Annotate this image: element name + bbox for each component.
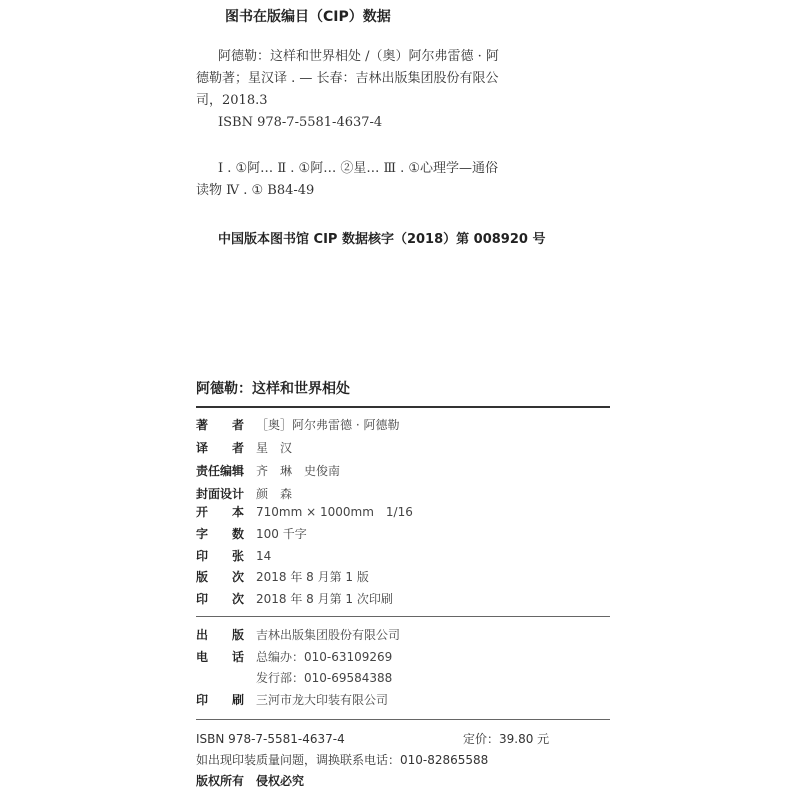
printer-label: 印 刷 (196, 693, 245, 707)
cip-record (196, 46, 499, 202)
cip-line: 德勒著；星汉译 . — 长春：吉林出版集团股份有限公 (196, 71, 499, 86)
book-title: 阿德勒：这样和世界相处 (196, 381, 350, 397)
detail-label: 开 本 (196, 505, 245, 519)
isbn: ISBN 978-7-5581-4637-4 (196, 732, 345, 746)
phone-row (196, 647, 392, 667)
copyright-notice: 版权所有 侵权必究 (196, 774, 305, 788)
detail-row-sheets (196, 546, 271, 566)
detail-label: 字 数 (196, 527, 245, 541)
publisher-value: 吉林出版集团股份有限公司 (256, 628, 401, 642)
cip-verification-number: 中国版本图书馆 CIP 数据核字（2018）第 008920 号 (218, 232, 546, 247)
phone-value: 发行部：010-69584388 (256, 671, 393, 685)
divider (196, 719, 610, 720)
detail-label: 版 次 (196, 570, 245, 584)
detail-label: 封面设计 (196, 487, 245, 501)
cip-line: 司，2018.3 (196, 93, 268, 108)
detail-value: 2018 年 8 月第 1 版 (256, 570, 369, 584)
detail-row-edition (196, 567, 369, 587)
detail-label: 印 张 (196, 549, 245, 563)
cip-isbn: ISBN 978-7-5581-4637-4 (218, 115, 383, 130)
price: 定价：39.80 元 (463, 732, 550, 746)
detail-label: 著 者 (196, 418, 245, 432)
publisher-label: 出 版 (196, 628, 245, 642)
divider (196, 406, 610, 408)
quality-note: 如出现印装质量问题，调换联系电话：010-82865588 (196, 753, 489, 767)
detail-value: ［奥］阿尔弗雷德 · 阿德勒 (256, 418, 400, 432)
cip-line: 阿德勒：这样和世界相处 /（奥）阿尔弗雷德 · 阿 (218, 49, 499, 64)
cip-heading: 图书在版编目（CIP）数据 (225, 9, 391, 25)
detail-row-author (196, 415, 399, 435)
publisher-row (196, 625, 400, 645)
detail-value: 颜 森 (256, 487, 293, 501)
cip-classification: Ⅰ . ①阿… Ⅱ . ①阿… ②星… Ⅲ . ①心理学—通俗 (218, 161, 499, 176)
detail-value: 14 (256, 549, 272, 563)
detail-row-word-count (196, 524, 307, 544)
detail-label: 译 者 (196, 441, 245, 455)
detail-label: 责任编辑 (196, 464, 245, 478)
detail-row-translator (196, 438, 292, 458)
printer-value: 三河市龙大印装有限公司 (256, 693, 389, 707)
printer-row (196, 690, 388, 710)
detail-value: 100 千字 (256, 527, 307, 541)
cip-classification-cont: 读物 Ⅳ . ① B84-49 (196, 183, 315, 198)
detail-row-cover-design (196, 484, 292, 504)
detail-value: 齐 琳 史俊南 (256, 464, 341, 478)
detail-value: 710mm × 1000mm 1/16 (256, 505, 413, 519)
phone-row-2 (196, 668, 392, 688)
phone-label: 电 话 (196, 650, 245, 664)
detail-row-editor (196, 461, 340, 481)
phone-value: 总编办：010-63109269 (256, 650, 393, 664)
divider (196, 616, 610, 617)
detail-row-format (196, 502, 413, 522)
detail-row-printing (196, 589, 393, 609)
detail-label: 印 次 (196, 592, 245, 606)
detail-value: 星 汉 (256, 441, 293, 455)
detail-value: 2018 年 8 月第 1 次印刷 (256, 592, 393, 606)
